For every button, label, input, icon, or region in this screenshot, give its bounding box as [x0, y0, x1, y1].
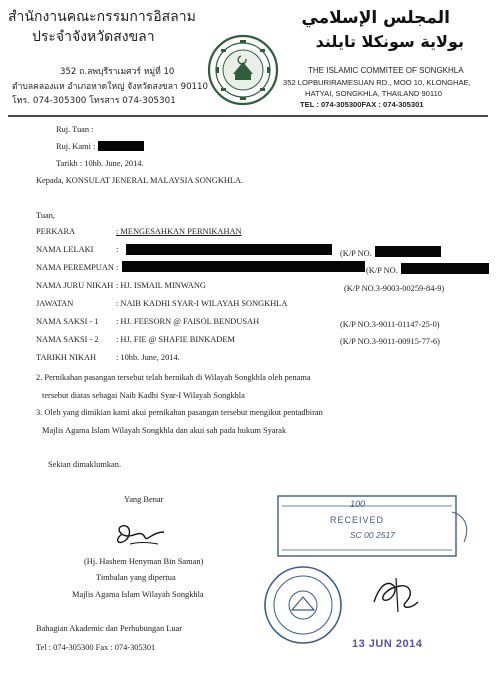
- tarikh-nikah-value: : 10hb. June, 2014.: [116, 353, 180, 362]
- signatory-name: (Hj. Hashem Henyman Bin Saman): [84, 557, 204, 566]
- jawatan-label: JAWATAN: [36, 299, 74, 308]
- salutation: Tuan,: [36, 211, 56, 220]
- english-phone: TEL : 074-305300FAX : 074-305301: [300, 100, 424, 109]
- handwritten-initials: [366, 572, 426, 616]
- paragraph-2-line-1: 2. Pernikahan pasangan tersebut telah bernikah di Wilayah Songkhla oleh penama: [36, 373, 311, 382]
- signatory-position-2: Majlis Agama Islam Wilayah Songkhla: [72, 590, 204, 599]
- thai-org-name: สำนักงานคณะกรรมการอิสลาม: [8, 9, 196, 25]
- yang-benar: Yang Benar: [124, 495, 164, 504]
- redaction-block: [98, 141, 144, 151]
- paragraph-2-line-2: tersebut diatas sebagai Naib Kadhi Syar-I Wilayah Songkhla: [42, 391, 245, 400]
- contact-line: Tel : 074-305300 Fax : 074-305301: [36, 643, 156, 652]
- saksi-2-kp: (K/P NO.3-9011-00915-77-6): [340, 337, 440, 346]
- saksi-1-kp: (K/P NO.3-9011-01147-25-0): [340, 320, 440, 329]
- islamic-committee-emblem-icon: [207, 34, 279, 106]
- nama-perempuan-kp: (K/P NO.: [366, 266, 398, 275]
- kepada-line: Kepada, KONSULAT JENERAL MALAYSIA SONGKHLA.: [36, 176, 244, 185]
- juru-nikah-kp: (K/P NO.3-9003-00259-84-9): [344, 284, 445, 293]
- thai-province: ประจำจังหวัดสงขลา: [32, 29, 155, 45]
- paragraph-3-line-2: Majlis Agama Islam Wilayah Songkhla dan akui sah pada hukum Syarak: [42, 426, 287, 435]
- received-stamp-frame: [276, 492, 476, 560]
- signature-mark: [108, 514, 170, 548]
- jawatan-value: : NAIB KADHI SYAR-I WILAYAH SONGKHLA: [116, 299, 288, 308]
- thai-phone: โทร. 074-305300 โทรสาร 074-305301: [12, 96, 176, 106]
- saksi-1-label: NAMA SAKSI - 1: [36, 317, 99, 326]
- nama-perempuan-label: NAMA PEREMPUAN: [36, 263, 114, 272]
- redaction-block: [401, 263, 489, 274]
- redaction-block: [122, 261, 365, 272]
- tarikh-line: Tarikh : 10hb. June, 2014.: [56, 159, 144, 168]
- ruj-kami-label: Ruj. Kami :: [56, 142, 96, 151]
- saksi-2-value: : HJ. FIE @ SHAFIE BINKADEM: [116, 335, 235, 344]
- perkara-label: PERKARA: [36, 227, 76, 236]
- arabic-org-name-1: المجلس الإسلامي: [301, 8, 450, 28]
- ruj-tuan-label: Ruj. Tuan :: [56, 125, 94, 134]
- english-address-1: 352 LOPBURIRAMESUAN RD., MOO 10, KLONGHAE,: [283, 78, 471, 87]
- header-divider: [8, 115, 488, 117]
- department-line: Bahagian Akademic dan Perhubungan Luar: [36, 624, 183, 633]
- received-stamp-top: 100: [350, 499, 366, 509]
- received-stamp-number: SC 00 2517: [350, 530, 395, 540]
- round-seal-icon: [262, 564, 344, 646]
- perkara-value: : MENGESAHKAN PERNIKAHAN: [116, 227, 242, 236]
- nama-lelaki-label: NAMA LELAKI: [36, 245, 94, 254]
- closing-line: Sekian dimaklumkan.: [48, 460, 122, 469]
- thai-address-1: 352 ถ.ลพบุรีราเมศวร์ หมู่ที่ 10: [60, 67, 175, 77]
- nama-perempuan-colon: :: [116, 263, 119, 272]
- signatory-position-1: Timbalan yang dipertua: [96, 573, 176, 582]
- juru-nikah-value: : HJ. ISMAIL MINWANG: [116, 281, 206, 290]
- arabic-org-name-2: بولاية سونكلا تايلند: [315, 32, 464, 51]
- saksi-2-label: NAMA SAKSI - 2: [36, 335, 99, 344]
- received-stamp-word: RECEIVED: [330, 515, 385, 525]
- date-received-stamp: 13 JUN 2014: [352, 638, 423, 650]
- nama-lelaki-kp: (K/P NO.: [340, 249, 372, 258]
- english-org-name: THE ISLAMIC COMMITEE OF SONGKHLA: [308, 66, 464, 75]
- redaction-block: [126, 244, 332, 255]
- nama-lelaki-colon: :: [116, 245, 119, 254]
- redaction-block: [375, 246, 441, 257]
- tarikh-nikah-label: TARIKH NIKAH: [36, 353, 97, 362]
- paragraph-3-line-1: 3. Oleh yang dimikian kami akui pernikahan pasangan tersebut mengikut pentadbiran: [36, 408, 323, 417]
- thai-address-2: ตำบลคลองแห อำเภอหาดใหญ่ จังหวัดสงขลา 90110: [12, 82, 208, 92]
- english-address-2: HATYAI, SONGKHLA, THAILAND 90110: [305, 89, 443, 98]
- juru-nikah-label: NAMA JURU NIKAH: [36, 281, 114, 290]
- saksi-1-value: : HJ. FEESORN @ FAISOL BENDUSAH: [116, 317, 260, 326]
